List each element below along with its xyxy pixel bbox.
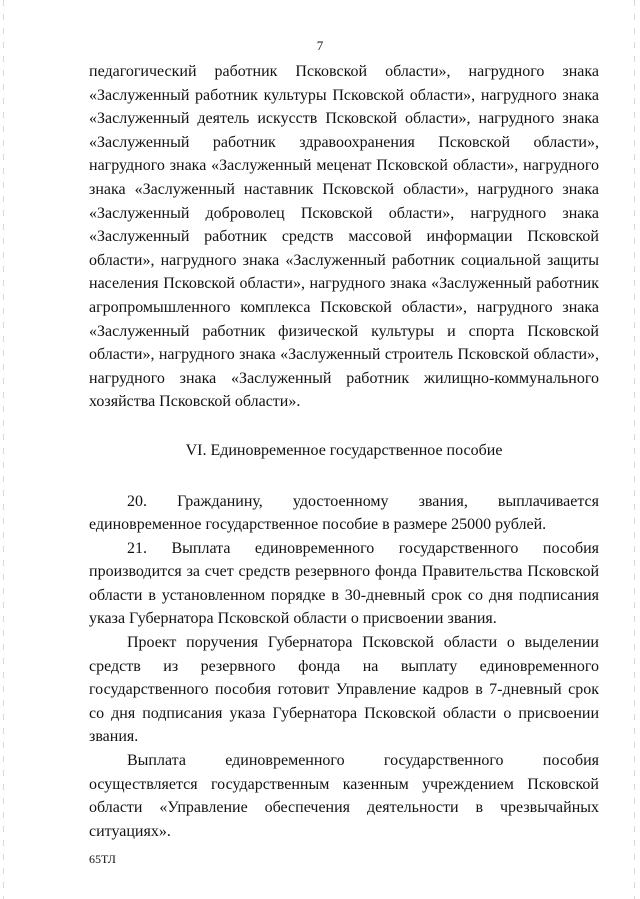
paragraph-payment-institution: Выплата единовременного государственного пособия осуществляется государственным казенным учреждением Псковской области «Управление обеспечения деятельности в чрезвычайных ситуациях».	[89, 752, 599, 840]
page-number: 7	[316, 38, 324, 53]
paragraph-item-20: 20. Гражданину, удостоенному звания, выплачивается единовременное государственное пособие в размере 25000 рублей.	[89, 492, 599, 534]
paragraph-reserve-fund: Проект поручения Губернатора Псковской области о выделении средств из резервного фонда на выплату единовременного государственного пособия готовит Управление кадров в 7-дневный срок со дня подписания указа Губернатора Псковской области о присвоении звания.	[89, 634, 599, 746]
scan-edge-left	[3, 0, 4, 899]
scan-edge-right	[634, 0, 635, 899]
document-body	[89, 60, 599, 843]
paragraph-item-21: 21. Выплата единовременного государственного пособия производится за счет средств резервного фонда Правительства Псковской области в установленном порядке в 30-дневный срок со дня подписания указа Губернатора Псковской области о присвоении звания.	[89, 539, 599, 628]
paragraph-continued: педагогический работник Псковской области», нагрудного знака «Заслуженный работник культуры Псковской области», нагрудного знака «Заслуженный деятель искусств Псковской области», нагрудного знака «Заслуженный работник здравоохранения Псковской области», нагрудного знака «Заслуженный меценат Псковской области», нагрудного знака «Заслуженный наставник Псковской области», нагрудного знака «Заслуженный доброволец Псковской области», нагрудного знака «Заслуженный работник средств массовой информации Псковской области», нагрудного знака «Заслуженный работник социальной защиты населения Псковской области», нагрудного знака «Заслуженный работник агропромышленного комплекса Псковской области», нагрудного знака «Заслуженный работник физической культуры и спорта Псковской области», нагрудного знака «Заслуженный строитель Псковской области», нагрудного знака «Заслуженный работник жилищно-коммунального хозяйства Псковской области».	[89, 63, 599, 411]
footer-document-code: 65ТЛ	[89, 852, 116, 866]
section-title: VI. Единовременное государственное пособие	[185, 441, 503, 459]
